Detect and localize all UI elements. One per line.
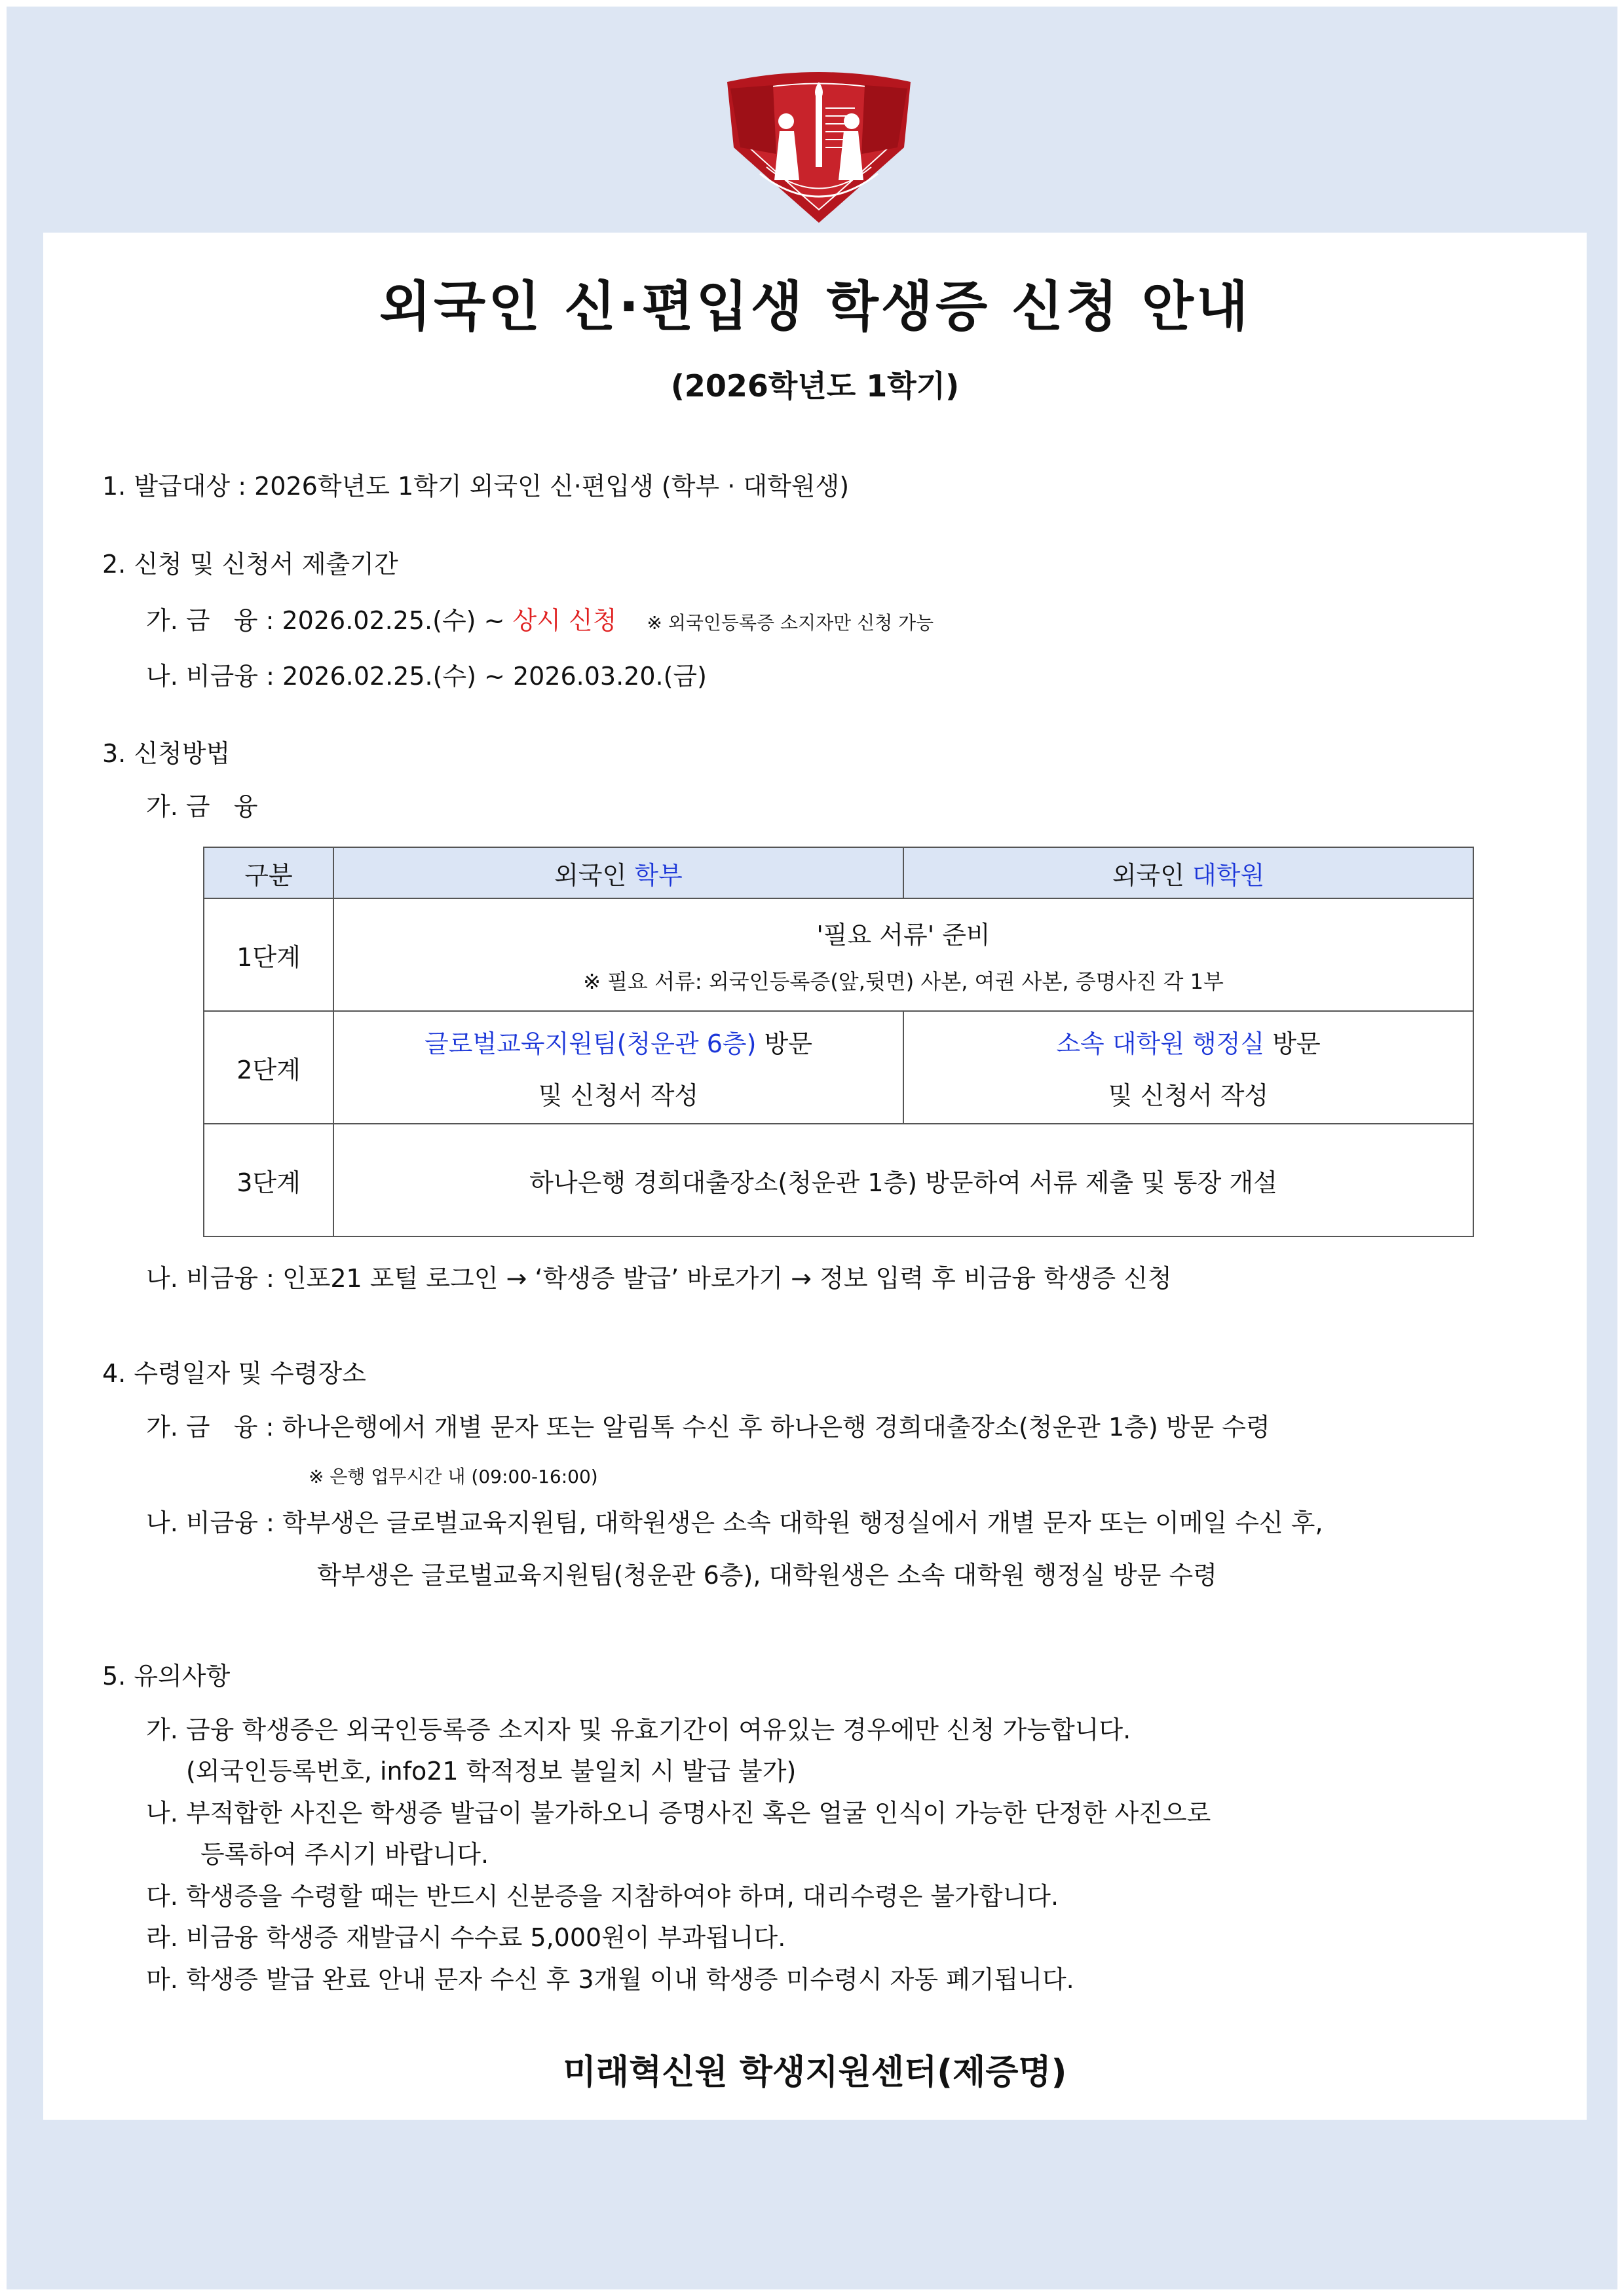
table-header-category: 구분 [204,847,333,898]
section3-item-b: 나. 비금융 : 인포21 포털 로그인 → ‘학생증 발급’ 바로가기 → 정보 입력 후 비금융 학생증 신청 [146,1264,1172,1293]
issuer-footer: 미래혁신원 학생지원센터(제증명) [563,2053,1067,2092]
section2-item-a [146,608,934,633]
table-row-step3 [204,1124,1473,1236]
application-steps-table [203,847,1474,1237]
table-header-row [204,847,1473,898]
section5-item-b-line2: 등록하여 주시기 바랍니다. [200,1840,489,1869]
section2-item-a-note: ※ 외국인등록증 소지자만 신청 가능 [647,612,934,634]
step1-content [333,898,1473,1011]
step1-main: '필요 서류' 준비 [816,920,991,949]
section5-item-b-line1: 나. 부적합한 사진은 학생증 발급이 불가하오니 증명사진 혹은 얼굴 인식이 가능한 단정한 사진으로 [146,1799,1211,1827]
section2-heading: 2. 신청 및 신청서 제출기간 [102,550,398,579]
step2-undergrad-line2: 및 신청서 작성 [538,1081,699,1110]
university-seal-logo [714,69,924,233]
table-header-undergrad-highlight: 학부 [634,860,683,890]
section3-heading: 3. 신청방법 [102,739,231,768]
step2-graduate [903,1011,1473,1124]
section4-item-b-line2: 학부생은 글로벌교육지원팀(청운관 6층), 대학원생은 소속 대학원 행정실 방문 수령 [317,1561,1217,1590]
section4-heading: 4. 수령일자 및 수령장소 [102,1359,366,1388]
table-header-undergrad-prefix: 외국인 [554,860,635,890]
step2-undergrad-highlight: 글로벌교육지원팀(청운관 6층) [425,1029,757,1058]
step2-label: 2단계 [204,1011,333,1124]
document-sheet [43,233,1587,2120]
table-row-step2 [204,1011,1473,1124]
table-header-graduate [903,847,1473,898]
section5-heading: 5. 유의사항 [102,1662,231,1691]
page-frame [7,7,1617,2289]
table-header-graduate-highlight: 대학원 [1192,860,1265,890]
table-header-undergrad [333,847,903,898]
section4-item-a-note: ※ 은행 업무시간 내 (09:00-16:00) [309,1466,598,1487]
section5-item-e: 마. 학생증 발급 완료 안내 문자 수신 후 3개월 이내 학생증 미수령시 자동 폐기됩니다. [146,1965,1074,1994]
section2-item-a-text: 가. 금 융 : 2026.02.25.(수) ~ [146,606,513,635]
step2-undergrad [333,1011,903,1124]
step2-graduate-line2: 및 신청서 작성 [1108,1081,1269,1110]
document-title: 외국인 신·편입생 학생증 신청 안내 [379,276,1251,338]
step1-sub: ※ 필요 서류: 외국인등록증(앞,뒷면) 사본, 여권 사본, 증명사진 각 1부 [583,968,1224,994]
step3-label: 3단계 [204,1124,333,1236]
step2-graduate-line1 [904,1024,1473,1060]
section5-item-a-line2: (외국인등록번호, info21 학적정보 불일치 시 발급 불가) [186,1757,797,1786]
document-subtitle: (2026학년도 1학기) [670,368,960,404]
table-row-step1 [204,898,1473,1011]
section1-issue-target: 1. 발급대상 : 2026학년도 1학기 외국인 신·편입생 (학부 · 대학원생) [102,472,850,501]
table-header-graduate-prefix: 외국인 [1112,860,1193,890]
step1-label: 1단계 [204,898,333,1011]
section5-item-a-line1: 가. 금융 학생증은 외국인등록증 소지자 및 유효기간이 여유있는 경우에만 신청 가능합니다. [146,1715,1131,1744]
section2-item-a-highlight: 상시 신청 [512,606,617,635]
step2-undergrad-suffix: 방문 [756,1029,812,1058]
section4-item-b-line1: 나. 비금융 : 학부생은 글로벌교육지원팀, 대학원생은 소속 대학원 행정실에서 개별 문자 또는 이메일 수신 후, [146,1508,1323,1537]
section2-item-b: 나. 비금융 : 2026.02.25.(수) ~ 2026.03.20.(금) [146,662,707,691]
section3-item-a: 가. 금 융 [146,792,258,821]
section5-item-c: 다. 학생증을 수령할 때는 반드시 신분증을 지참하여야 하며, 대리수령은 불가합니다. [146,1882,1059,1911]
step2-graduate-highlight: 소속 대학원 행정실 [1056,1029,1265,1058]
section4-item-a: 가. 금 융 : 하나은행에서 개별 문자 또는 알림톡 수신 후 하나은행 경희대출장소(청운관 1층) 방문 수령 [146,1413,1270,1442]
step3-content: 하나은행 경희대출장소(청운관 1층) 방문하여 서류 제출 및 통장 개설 [333,1124,1473,1236]
step2-undergrad-line1 [334,1024,903,1060]
section5-item-d: 라. 비금융 학생증 재발급시 수수료 5,000원이 부과됩니다. [146,1923,786,1952]
step2-graduate-suffix: 방문 [1264,1029,1321,1058]
